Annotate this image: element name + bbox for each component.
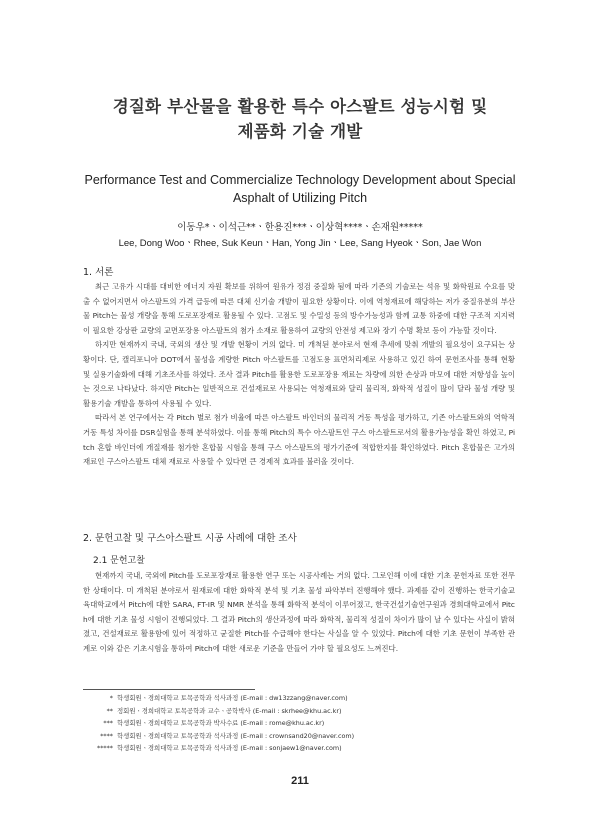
footnote-text: 학생회원ㆍ경희대학교 토목공학과 박사수료 (E-mail : rome@khu.ac.kr) <box>117 719 325 728</box>
footnote <box>83 730 503 743</box>
section-2-heading: 2. 문헌고찰 및 구스아스팔트 시공 사례에 대한 조사 <box>83 533 297 544</box>
footnote <box>83 705 503 718</box>
footnote-text: 학생회원ㆍ경희대학교 토목공학과 석사과정 (E-mail : sonjaew1@naver.com) <box>117 744 342 753</box>
korean-title-line-2: 제품화 기술 개발 <box>237 122 363 141</box>
authors-korean: 이동우*ㆍ이석근**ㆍ한용진***ㆍ이상혁****ㆍ손재원***** <box>177 222 423 233</box>
footnote-mark: ***** <box>97 744 113 753</box>
footnote-mark: ** <box>106 706 113 715</box>
section-2-1-body <box>83 569 515 657</box>
footnote-text: 학생회원ㆍ경희대학교 토목공학과 석사과정 (E-mail : dw13zzang@naver.com) <box>117 694 348 702</box>
footnote <box>83 692 503 705</box>
english-title-line-2: Asphalt of Utilizing Pitch <box>232 191 368 205</box>
korean-title-line-1: 경질화 부산물을 활용한 특수 아스팔트 성능시험 및 <box>112 97 488 116</box>
paragraph: 하지만 현재까지 국내, 국외의 생산 및 개발 현황이 거의 없다. 미 개척된 분야로서 현재 추세에 맞춰 개발의 필요성이 요구되는 상황이다. 단, 캘리포니아 DOT에서 물성을 계량한 Pitch 아스팔트를 고점도용 표면처리제로 사용하고 있긴 하여 문헌조사를 통해 현황 및 실용기술화에 대해 기초조사를 하였다. 조사 결과 Pitch를 활용한 도로포장용 재료는 차량에 의한 손상과 마모에 대한 저항성을 높이는 것으로 나타났다. 하지만 Pitch는 일반적으로 건설재료로 사용되는 역청재료와 달리 물리적, 화학적 성질이 많이 달라 물성 개량 및 활용기술 개발을 통하여 사용될 수 있다. <box>83 340 515 408</box>
footnote-text: 정회원ㆍ경희대학교 토목공학과 교수ㆍ공학박사 (E-mail : skrhee@khu.ac.kr) <box>117 706 342 715</box>
section-1-body <box>83 280 515 470</box>
korean-title <box>40 94 560 144</box>
footnote-divider <box>83 689 255 690</box>
section-1-heading: 1. 서론 <box>83 267 114 278</box>
footnote-mark: *** <box>103 719 113 728</box>
footnote-mark: * <box>109 694 113 702</box>
english-title <box>80 171 520 207</box>
footnotes <box>83 692 503 755</box>
footnote-mark: **** <box>100 731 113 740</box>
paragraph: 따라서 본 연구에서는 각 Pitch 별로 첨가 비율에 따른 아스팔트 바인더의 물리적 거동 특성을 평가하고, 기존 아스팔트와의 역학적 거동 특성 차이를 DSR실험을 통해 분석하였다. 이를 통해 Pitch의 특수 아스팔트인 구스 아스팔트로서의 활용가능성을 확인 하였고, Pitch 혼합 바인더에 개질재를 첨가한 혼합물 시험을 통해 구스 아스팔트의 평가기준에 적합한지를 확인하였다. Pitch 혼합물은 고가의 재료인 구스아스팔트 대체 재료로 사용할 수 있다면 큰 경제적 효과를 불러올 것이다. <box>83 413 515 467</box>
paragraph: 최근 고유가 시대를 대비한 에너지 자원 확보를 위하여 원유가 정검 중질화 됨에 따라 기존의 기술로는 석유 및 화학원료 수요를 맞출 수 없어지면서 아스팔트의 가격 급등에 따른 대체 신기술 개발이 필요한 상황이다. 이에 역청재료에 해당하는 저가 중질유분의 부산물 Pitch는 물성 개량을 통해 도로포장재로 활용될 수 있다. 고점도 및 수밀성 등의 방수가능성과 함께 교통 하중에 대한 구조적 지지력이 필요한 강상판 교량의 교면포장용 아스팔트의 첨가 소재로 활용하여 교량의 안전성 제고와 장기 수명 확보 등이 가능할 것이다. <box>83 282 515 335</box>
footnote <box>83 717 503 730</box>
footnote-text: 학생회원ㆍ경희대학교 토목공학과 석사과정 (E-mail : crownsand20@naver.com) <box>117 731 355 740</box>
paragraph: 현재까지 국내, 국외에 Pitch를 도로포장재로 활용한 연구 또는 시공사례는 거의 없다. 그로인해 이에 대한 기초 문헌자료 또한 전무한 상태이다. 미 개척된 분야로서 원재료에 대한 화학적 분석 및 기초 물성 파악부터 진행해야 했다. 과제를 같이 진행하는 한국기술교육대학교에서 Pitch에 대한 SARA, FT-IR 및 NMR 분석을 통해 화학적 분석이 이루어졌고, 한국건설기술연구원과 경희대학교에서 Pitch에 대한 기초 물성 시험이 진행되었다. 그 결과 Pitch의 생산과정에 따라 화학적, 물리적 성질이 차이가 많이 날 수 있다는 사실이 밝혀졌고, 건설재료로 활용함에 있어 적정하고 균질한 Pitch를 수급해야 한다는 사실을 알 수 있었다. Pitch에 대한 기초 문헌이 부족한 관계로 이와 같은 기초시험을 통하여 Pitch에 대한 새로운 기준을 만들어 가야 할 필요성도 느껴진다. <box>83 571 515 653</box>
english-title-line-1: Performance Test and Commercialize Technology Development about Special <box>84 173 516 187</box>
footnote <box>83 742 503 755</box>
authors-english: Lee, Dong WooㆍRhee, Suk KeunㆍHan, Yong JinㆍLee, Sang HyeokㆍSon, Jae Won <box>118 238 482 249</box>
section-2-1-heading: 2.1 문헌고찰 <box>93 556 145 566</box>
page-number: 211 <box>291 775 309 787</box>
